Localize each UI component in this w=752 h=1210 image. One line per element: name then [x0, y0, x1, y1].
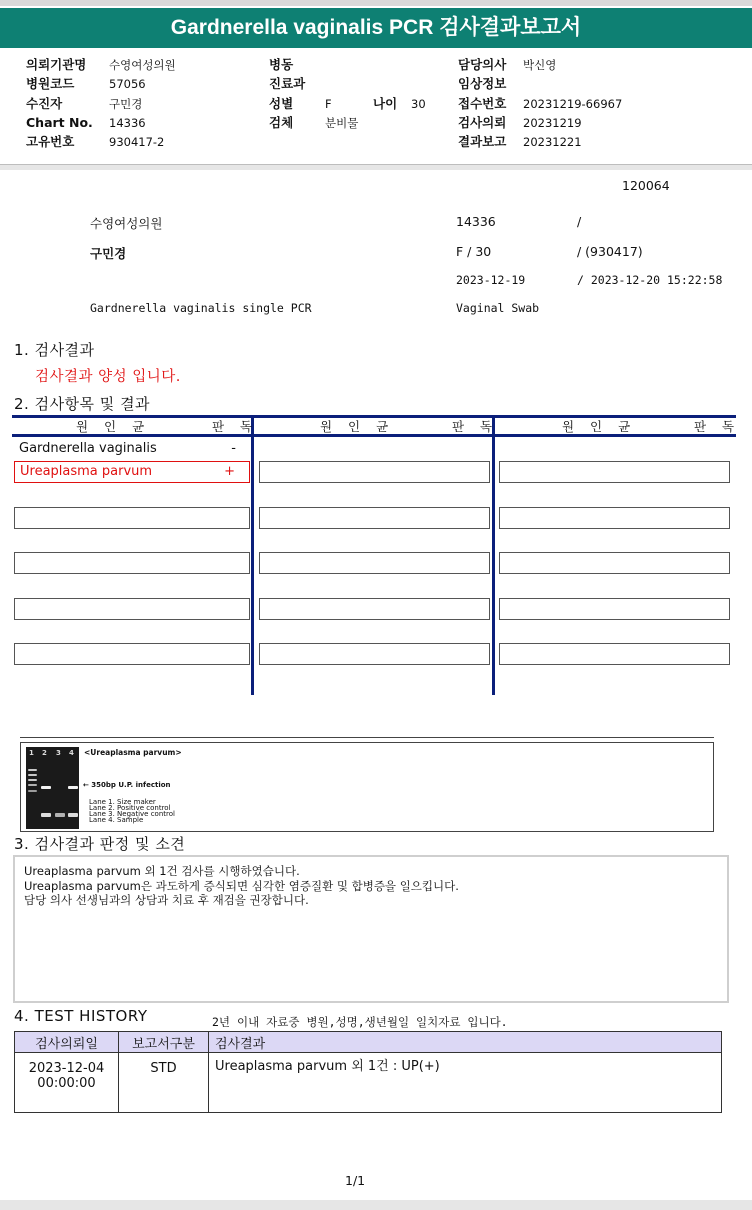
empty-result-cell: [499, 643, 730, 665]
label-chart-no: Chart No.: [26, 114, 93, 130]
label-patient: 수진자: [26, 95, 63, 111]
lane-label: 4: [69, 749, 74, 757]
gel-band: [41, 786, 51, 789]
gel-panel: [20, 742, 714, 832]
value-chart-no: 14336: [109, 115, 146, 130]
history-result: Ureaplasma parvum 외 1건 : UP(+): [209, 1053, 722, 1113]
value-hospital-code: 57056: [109, 77, 146, 92]
gel-band: [28, 790, 37, 792]
section2-heading: 2. 검사항목 및 결과: [14, 395, 151, 413]
label-clinic: 수영여성의원: [90, 216, 163, 231]
gel-title: <Ureaplasma parvum>: [84, 748, 182, 757]
label-patient-name: 구민경: [90, 246, 127, 261]
report-title: Gardnerella vaginalis PCR 검사결과보고서: [0, 8, 752, 48]
empty-result-cell: [499, 598, 730, 620]
value-age: 30: [411, 96, 426, 111]
empty-result-cell: [14, 507, 250, 529]
gel-legend: Lane 4. Sample: [89, 816, 144, 824]
pathogen-name: Gardnerella vaginalis: [19, 441, 157, 456]
label-ward: 병동: [269, 57, 294, 72]
empty-result-cell: [14, 643, 250, 665]
comment-box: [13, 855, 729, 1003]
value-specimen: 분비물: [325, 115, 359, 130]
value-receipt-no: 20231219-66967: [523, 96, 623, 111]
gel-electrophoresis-image: [26, 747, 79, 829]
empty-result-cell: [499, 552, 730, 574]
header-col-3: [458, 55, 622, 151]
gel-band: [28, 769, 37, 771]
label-collect-date: 2023-12-19: [456, 273, 526, 287]
judge-mark: +: [224, 464, 235, 479]
empty-result-cell: [259, 598, 490, 620]
history-table: [14, 1031, 722, 1113]
lane-label: 2: [42, 749, 47, 757]
section4-heading: 4. TEST HISTORY: [14, 1007, 148, 1025]
label-sex: 성별: [269, 95, 294, 111]
label-chart: 14336: [456, 214, 496, 229]
value-patient: 구민경: [109, 96, 143, 111]
value-requesting-clinic: 수영여성의원: [109, 58, 176, 72]
result-row-positive: [14, 461, 250, 483]
empty-result-cell: [259, 507, 490, 529]
table-row: [15, 1053, 722, 1113]
empty-result-cell: [14, 552, 250, 574]
history-time: 00:00:00: [37, 1076, 96, 1091]
label-test-name: Gardnerella vaginalis single PCR: [90, 301, 312, 315]
history-type: STD: [119, 1053, 209, 1113]
gel-band: [68, 813, 78, 817]
label-hospital-code: 병원코드: [26, 76, 75, 92]
col-header-pathogen-1: 원 인 균: [76, 419, 151, 434]
header-col-2: [269, 55, 426, 132]
history-note: 2년 이내 자료중 병원,성명,생년월일 일치자료 입니다.: [212, 1015, 508, 1029]
comment-line: 담당 의사 선생님과의 상담과 치료 후 재검을 권장합니다.: [24, 893, 309, 907]
header-col-1: [26, 55, 176, 151]
value-unique-id: 930417-2: [109, 135, 165, 150]
gel-band: [68, 786, 78, 789]
col-header-judge-3: 판 독: [694, 419, 741, 434]
section1-heading: 1. 검사결과: [14, 341, 95, 359]
label-report-datetime: / 2023-12-20 15:22:58: [577, 273, 723, 287]
label-id-paren: / (930417): [577, 244, 643, 259]
lane-label: 1: [29, 749, 34, 757]
label-clinical-info: 임상정보: [458, 76, 507, 92]
label-code: 120064: [622, 178, 670, 193]
history-date-cell: [15, 1053, 119, 1113]
judge-mark: -: [231, 441, 236, 456]
history-col-date: 검사의뢰일: [15, 1032, 119, 1053]
gel-marker: ← 350bp U.P. infection: [83, 781, 171, 789]
section3-heading: 3. 검사결과 판정 및 소견: [14, 835, 186, 853]
result-statement: 검사결과 양성 입니다.: [35, 369, 181, 385]
gel-band: [28, 779, 37, 781]
label-requesting-clinic: 의뢰기관명: [26, 57, 87, 72]
label-specimen: 검체: [269, 114, 294, 130]
empty-result-cell: [259, 643, 490, 665]
gel-legend: Lane 3. Negative control: [89, 810, 175, 818]
gel-legend: Lane 1. Size maker: [89, 798, 156, 806]
comment-line: Ureaplasma parvum 외 1건 검사를 시행하였습니다.: [24, 864, 300, 878]
history-col-result: 검사결과: [209, 1032, 722, 1053]
footer-bar: [0, 1200, 752, 1210]
empty-result-cell: [259, 461, 490, 483]
label-department: 진료과: [269, 76, 306, 92]
empty-result-cell: [499, 461, 730, 483]
col-header-pathogen-2: 원 인 균: [320, 419, 395, 434]
value-report-date: 20231221: [523, 135, 582, 150]
column-divider-2: [492, 415, 495, 695]
empty-result-cell: [14, 598, 250, 620]
comment-line: Ureaplasma parvum은 과도하게 증식되면 심각한 염증질환 및 합병증을 일으킵니다.: [24, 878, 459, 893]
value-doctor: 박신영: [523, 58, 557, 72]
history-date: 2023-12-04: [28, 1061, 105, 1076]
label-age: 나이: [373, 95, 398, 111]
page-number: 1/1: [345, 1173, 366, 1188]
result-row: [14, 439, 250, 461]
pathogen-name: Ureaplasma parvum: [20, 464, 153, 479]
col-header-pathogen-3: 원 인 균: [562, 419, 637, 434]
label-slash: /: [577, 214, 582, 229]
label-doctor: 담당의사: [458, 57, 507, 72]
lane-label: 3: [56, 749, 61, 757]
value-request-date: 20231219: [523, 115, 582, 130]
label-request-date: 검사의뢰: [458, 114, 507, 130]
header-divider: [0, 164, 752, 170]
label-sex-age: F / 30: [456, 244, 492, 259]
gel-band: [41, 813, 51, 817]
label-unique-id: 고유번호: [26, 134, 75, 150]
gel-band: [28, 774, 37, 776]
column-divider-1: [251, 415, 254, 695]
gel-top-rule: [20, 737, 714, 738]
label-report-date: 결과보고: [458, 134, 507, 150]
col-header-judge-1: 판 독: [212, 419, 259, 434]
history-col-type: 보고서구분: [119, 1032, 209, 1053]
value-sex: F: [325, 96, 332, 111]
gel-legend: Lane 2. Positive control: [89, 804, 171, 812]
empty-result-cell: [499, 507, 730, 529]
col-header-judge-2: 판 독: [452, 419, 499, 434]
empty-result-cell: [259, 552, 490, 574]
label-specimen-type: Vaginal Swab: [456, 301, 540, 315]
gel-band: [28, 784, 37, 786]
label-receipt-no: 접수번호: [458, 95, 507, 111]
gel-band: [55, 813, 65, 817]
